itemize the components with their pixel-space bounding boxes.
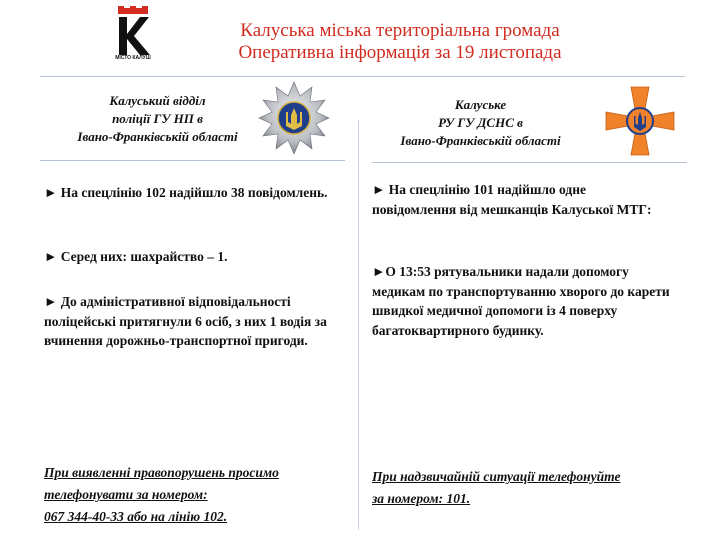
dsns-contact-footer <box>372 466 682 510</box>
dsns-calls-info: ► На спецлінію 101 надійшло одне повідомлення від мешканців Калуської МТГ: <box>372 182 652 217</box>
police-org-line-3: Івано-Франківській області <box>77 129 238 144</box>
police-footer-line-2: телефонувати за номером: <box>44 487 208 502</box>
police-org-line-1: Калуський відділ <box>109 93 206 108</box>
dsns-org-line-3: Івано-Франківській області <box>400 133 561 148</box>
logo-caption: МІСТО КАЛУШ <box>115 55 151 61</box>
dsns-org-line-2: РУ ГУ ДСНС в <box>438 115 523 130</box>
dsns-cross-icon <box>603 84 677 158</box>
left-header-divider <box>40 160 345 161</box>
page-title <box>170 20 630 64</box>
police-org-line-2: поліції ГУ НП в <box>112 111 203 126</box>
dsns-rescue-info: ►О 13:53 рятувальники надали допомогу медикам по транспортуванню хворого до карети швидкої медичної допомоги із 4 поверху багатоквартирного будинку. <box>372 264 670 338</box>
title-line-2: Оперативна інформація за 19 листопада <box>238 42 562 63</box>
dsns-org-name <box>368 96 593 150</box>
right-header-divider <box>372 162 687 163</box>
police-fraud-info: ► Серед них: шахрайство – 1. <box>44 249 228 264</box>
police-org-name <box>40 92 275 146</box>
dsns-phone-number: за номером: 101. <box>372 491 471 506</box>
dsns-org-line-1: Калуське <box>454 97 507 112</box>
title-line-1: Калуська міська територіальна громада <box>240 20 560 41</box>
column-divider <box>358 120 359 530</box>
dsns-footer-line-1: При надзвичайній ситуації телефонуйте <box>372 469 621 484</box>
police-phone-number: 067 344-40-33 або на лінію 102. <box>44 509 228 524</box>
police-footer-line-1: При виявленні правопорушень просимо <box>44 465 279 480</box>
police-admin-info: ► До адміністративної відповідальності поліцейські притягнули 6 осіб, з них 1 водія за вчинення дорожньо-транспортної пригоди. <box>44 294 327 348</box>
police-contact-footer <box>44 462 354 528</box>
police-calls-info: ► На спецлінію 102 надійшло 38 повідомлень. <box>44 185 328 200</box>
header-divider <box>40 76 685 77</box>
police-star-icon <box>258 80 330 156</box>
